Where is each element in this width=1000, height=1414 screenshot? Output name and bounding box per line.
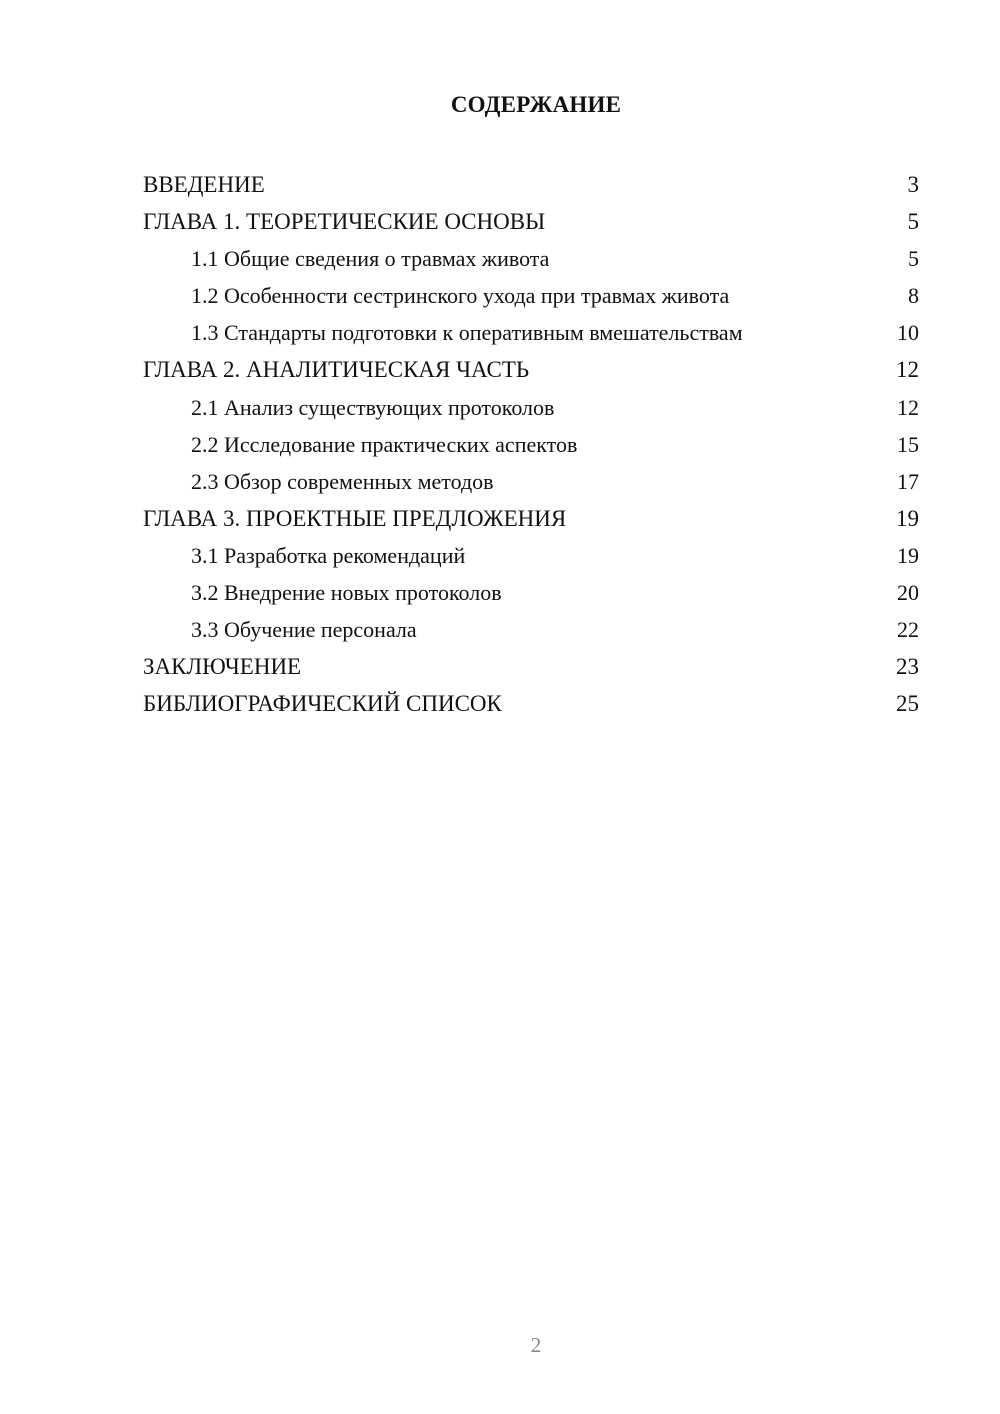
toc-entry-page: 17	[897, 468, 919, 494]
toc-entry[interactable]	[143, 166, 919, 203]
toc-entry-label: ВВЕДЕНИЕ	[143, 172, 265, 197]
toc-entry-page: 20	[897, 580, 919, 606]
toc-entry-page: 15	[897, 431, 919, 457]
toc-entry-label: ГЛАВА 1. ТЕОРЕТИЧЕСКИЕ ОСНОВЫ	[143, 209, 546, 235]
toc-entry-page: 10	[897, 320, 919, 346]
toc-entry[interactable]	[143, 426, 919, 463]
toc-entry[interactable]	[143, 314, 919, 351]
toc-entry-page: 5	[907, 209, 919, 235]
toc-entry[interactable]	[143, 500, 919, 537]
toc-entry[interactable]	[143, 611, 919, 648]
toc-entry-label: 1.2 Особенности сестринского ухода при травмах живота	[191, 283, 730, 309]
toc-entry[interactable]	[143, 351, 919, 388]
toc-entry-page: 3	[907, 172, 919, 197]
toc-entry[interactable]	[143, 574, 919, 611]
toc-entry-label: 1.1 Общие сведения о травмах живота	[191, 246, 550, 272]
toc-entry[interactable]	[143, 463, 919, 500]
toc-entry-page: 19	[896, 505, 919, 531]
toc-entry-page: 23	[896, 654, 919, 680]
toc-entry-label: ЗАКЛЮЧЕНИЕ	[143, 654, 302, 680]
toc-entry-page: 8	[908, 283, 919, 309]
toc-entry[interactable]	[143, 203, 919, 240]
toc-entry-label: 3.2 Внедрение новых протоколов	[191, 580, 502, 606]
toc-entry-label: ГЛАВА 2. АНАЛИТИЧЕСКАЯ ЧАСТЬ	[143, 357, 530, 383]
toc-entry-label: 2.1 Анализ существующих протоколов	[191, 394, 555, 420]
toc-title: СОДЕРЖАНИЕ	[450, 92, 622, 117]
toc-entry-page: 5	[908, 246, 919, 272]
toc-entry[interactable]	[143, 240, 919, 277]
toc-entry[interactable]	[143, 685, 919, 722]
toc-entry[interactable]	[143, 277, 919, 314]
toc-entry[interactable]	[143, 648, 919, 685]
table-of-contents	[143, 166, 919, 722]
toc-entry-page: 19	[897, 542, 919, 568]
toc-entry-page: 12	[897, 394, 919, 420]
toc-entry-page: 12	[896, 357, 919, 383]
toc-entry[interactable]	[143, 389, 919, 426]
toc-entry-label: 2.2 Исследование практических аспектов	[191, 431, 578, 457]
toc-entry[interactable]	[143, 537, 919, 574]
toc-entry-label: 3.3 Обучение персонала	[191, 617, 417, 643]
toc-entry-page: 22	[897, 617, 919, 643]
toc-entry-label: 1.3 Стандарты подготовки к оперативным вмешательствам	[191, 320, 743, 346]
toc-entry-label: 3.1 Разработка рекомендаций	[191, 542, 466, 568]
toc-entry-label: 2.3 Обзор современных методов	[191, 468, 494, 494]
page-number: 2	[530, 1333, 542, 1357]
toc-entry-label: БИБЛИОГРАФИЧЕСКИЙ СПИСОК	[143, 691, 502, 717]
toc-entry-page: 25	[896, 691, 919, 717]
toc-entry-label: ГЛАВА 3. ПРОЕКТНЫЕ ПРЕДЛОЖЕНИЯ	[143, 505, 567, 531]
